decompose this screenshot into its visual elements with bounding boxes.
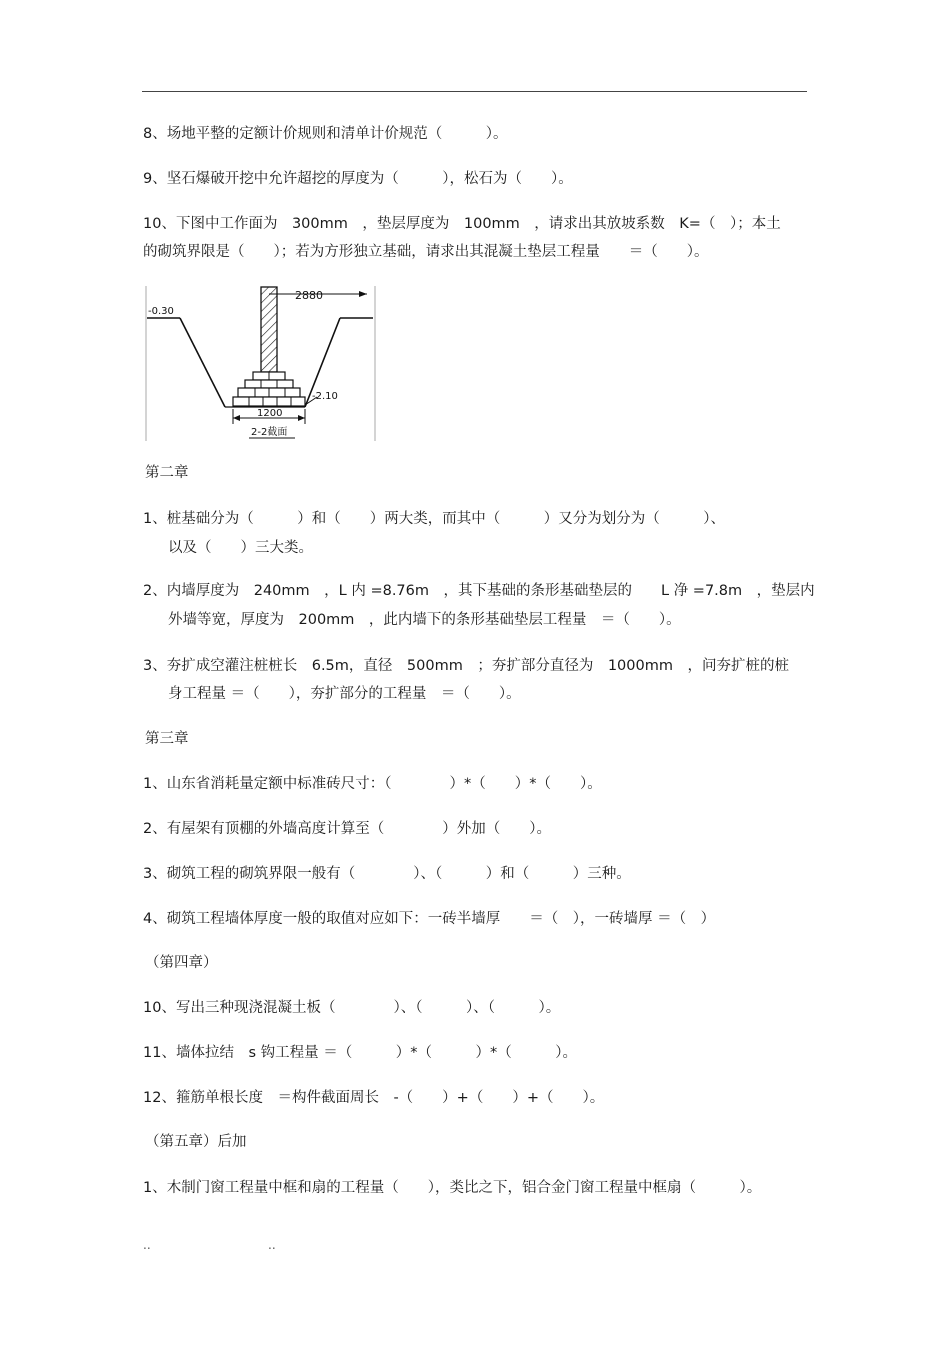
ch2-question-3-line-2: 身工程量 ＝（ ），夯扩部分的工程量 ＝（ ）。	[168, 686, 521, 702]
ch4-question-10: 10、写出三种现浇混凝土板（ ）、（ ）、（ ）。	[143, 1000, 561, 1016]
chapter-2-heading: 第二章	[145, 465, 189, 481]
level-bottom-label: -2.10	[312, 391, 338, 402]
chapter-5-heading: （第五章）后加	[145, 1134, 247, 1150]
dim-top-label: 2880	[295, 289, 323, 302]
ch2-question-1-line-1: 1、桩基础分为（ ）和（ ）两大类，而其中（ ）又分为划分为（ ）、	[143, 511, 725, 527]
ch2-question-2-line-1: 2、内墙厚度为 240mm ，L 内 =8.76m ，其下基础的条形基础垫层的 L 净 =7.8m ，垫层内	[143, 583, 815, 599]
ch5-question-1: 1、木制门窗工程量中框和扇的工程量（ ），类比之下，铝合金门窗工程量中框扇（ ）。	[143, 1180, 762, 1196]
question-10-line-1: 10、下图中工作面为 300mm ，垫层厚度为 100mm ，请求出其放坡系数 K=（ ）；本土	[143, 216, 781, 232]
ch2-question-2-line-2: 外墙等宽，厚度为 200mm ，此内墙下的条形基础垫层工程量 ＝（ ）。	[168, 612, 681, 628]
level-left-label: -0.30	[148, 306, 174, 317]
ch3-question-1: 1、山东省消耗量定额中标准砖尺寸：（ ）*（ ）*（ ）。	[143, 776, 602, 792]
chapter-3-heading: 第三章	[145, 731, 189, 747]
footer-right: ..	[268, 1238, 276, 1252]
ch3-question-3: 3、砌筑工程的砌筑界限一般有（ ）、（ ）和（ ）三种。	[143, 866, 631, 882]
chapter-4-heading: （第四章）	[145, 955, 218, 971]
question-9: 9、坚石爆破开挖中允许超挖的厚度为（ ），松石为（ ）。	[143, 171, 573, 187]
ch2-question-3-line-1: 3、夯扩成空灌注桩桩长 6.5m，直径 500mm ；夯扩部分直径为 1000mm ，问夯扩桩的桩	[143, 658, 789, 674]
figure-caption: 2-2截面	[251, 427, 288, 438]
dim-bottom-label: 1200	[257, 408, 283, 419]
ch3-question-2: 2、有屋架有顶棚的外墙高度计算至（ ）外加（ ）。	[143, 821, 551, 837]
question-8: 8、场地平整的定额计价规则和清单计价规范（ ）。	[143, 126, 508, 142]
ch2-question-1-line-2: 以及（ ）三大类。	[168, 540, 313, 556]
footer-left: ..	[143, 1238, 151, 1252]
header-rule	[142, 91, 807, 92]
question-10-line-2: 的砌筑界限是（ ）；若为方形独立基础，请求出其混凝土垫层工程量 ＝（ ）。	[143, 244, 709, 260]
ch3-question-4: 4、砌筑工程墙体厚度一般的取值对应如下：一砖半墙厚 ＝（ ），一砖墙厚 ＝（ ）	[143, 911, 716, 927]
ch4-question-12: 12、箍筋单根长度 ＝构件截面周长 -（ ）+（ ）+（ ）。	[143, 1090, 605, 1106]
ch4-question-11: 11、墙体拉结 s 钩工程量 ＝（ ）*（ ）*（ ）。	[143, 1045, 577, 1061]
foundation-section-diagram	[145, 283, 377, 443]
